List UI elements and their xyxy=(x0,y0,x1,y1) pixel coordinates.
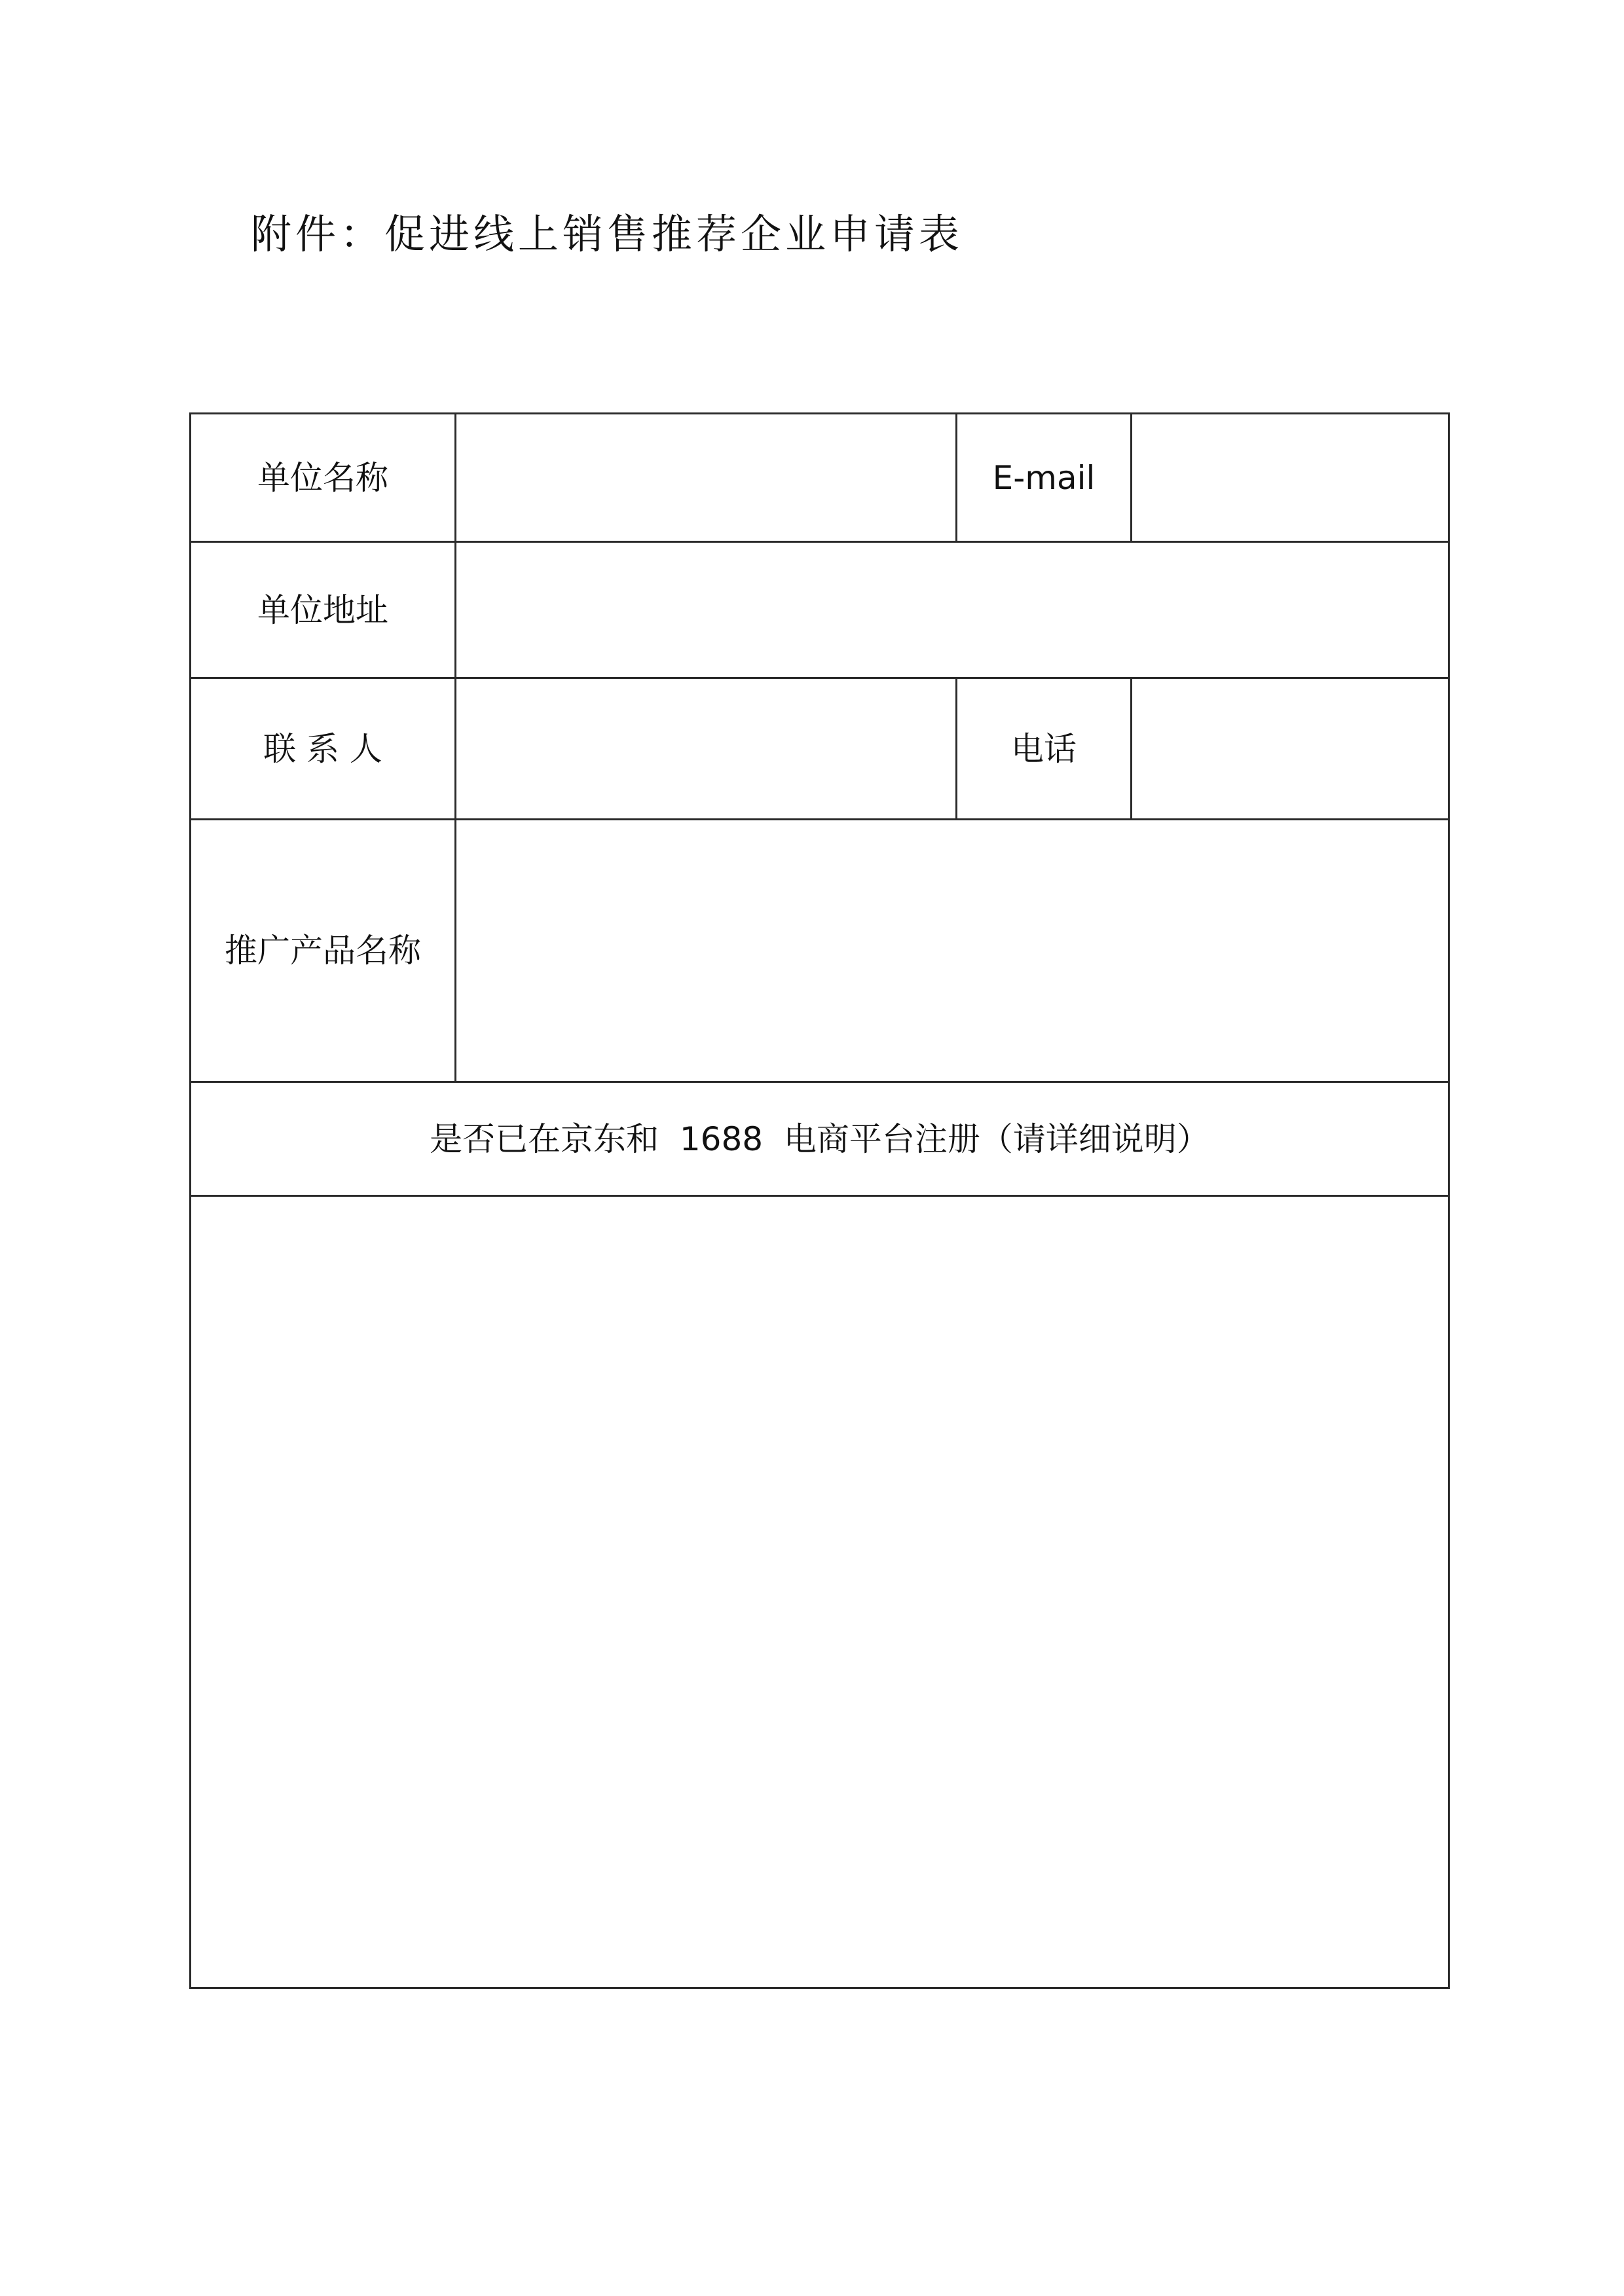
phone-field[interactable] xyxy=(1132,678,1449,820)
page-title: 附件：促进线上销售推荐企业申请表 xyxy=(251,210,964,258)
contact-label: 联 系 人 xyxy=(191,678,456,820)
registration-question: 是否已在京东和 1688 电商平台注册（请详细说明） xyxy=(191,1082,1449,1196)
registration-details-field[interactable] xyxy=(191,1196,1449,1988)
unit-name-label: 单位名称 xyxy=(191,414,456,542)
row-registration-details xyxy=(191,1196,1449,1988)
row-registration-question xyxy=(191,1082,1449,1196)
application-form-table xyxy=(189,412,1450,1989)
product-field[interactable] xyxy=(456,820,1449,1082)
row-unit-name xyxy=(191,414,1449,542)
row-contact xyxy=(191,678,1449,820)
unit-address-label: 单位地址 xyxy=(191,542,456,678)
contact-field[interactable] xyxy=(456,678,957,820)
phone-label: 电话 xyxy=(957,678,1132,820)
unit-name-field[interactable] xyxy=(456,414,957,542)
product-label: 推广产品名称 xyxy=(191,820,456,1082)
email-label: E-mail xyxy=(957,414,1132,542)
row-unit-address xyxy=(191,542,1449,678)
unit-address-field[interactable] xyxy=(456,542,1449,678)
email-field[interactable] xyxy=(1132,414,1449,542)
row-product xyxy=(191,820,1449,1082)
